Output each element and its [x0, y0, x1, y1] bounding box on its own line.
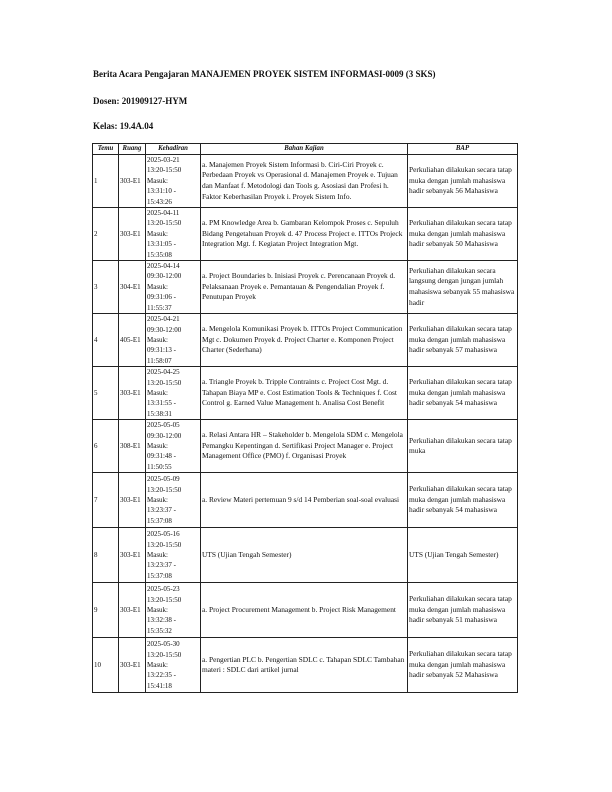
cell-bahan-kajian: a. Relasi Antara HR – Stakeholder b. Mengelola SDM c. Mengelola Pemangku Kepentingan d. Sertifikasi Project Manager e. Project Management Office (PMO) f. Organisasi Proyek: [201, 420, 408, 473]
column-header-ruang: Ruang: [119, 144, 146, 155]
cell-ruang: 303-E1: [119, 155, 146, 208]
cell-temu: 3: [93, 261, 119, 314]
cell-kehadiran: 2025-05-05 09:30-12:00 Masuk: 09:31:48 - 11:50:55: [146, 420, 201, 473]
cell-temu: 9: [93, 583, 119, 638]
cell-bap: Perkuliahan dilakukan secara tatap muka: [408, 420, 518, 473]
cell-bap: Perkuliahan dilakukan secara tatap muka dengan jumlah mahasiswa hadir sebanyak 54 mahasiswa: [408, 367, 518, 420]
cell-kehadiran: 2025-05-23 13:20-15:50 Masuk: 13:32:38 - 15:35:32: [146, 583, 201, 638]
cell-kehadiran: 2025-04-25 13:20-15:50 Masuk: 13:31:55 - 15:38:31: [146, 367, 201, 420]
table-row: [93, 638, 518, 693]
cell-ruang: 405-E1: [119, 314, 146, 367]
cell-temu: 4: [93, 314, 119, 367]
cell-bahan-kajian: a. Project Boundaries b. Inisiasi Proyek c. Perencanaan Proyek d. Pelaksanaan Proyek e. Pemantauan & Pengendalian Proyek f. Penutupan Proyek: [201, 261, 408, 314]
cell-ruang: 303-E1: [119, 473, 146, 528]
lecturer-line: Dosen: 201909127-HYM: [93, 96, 188, 106]
cell-temu: 6: [93, 420, 119, 473]
cell-bap: UTS (Ujian Tengah Semester): [408, 528, 518, 583]
cell-temu: 5: [93, 367, 119, 420]
table-row: [93, 420, 518, 473]
cell-temu: 7: [93, 473, 119, 528]
cell-bahan-kajian: UTS (Ujian Tengah Semester): [201, 528, 408, 583]
table-row: [93, 367, 518, 420]
cell-bahan-kajian: a. Mengelola Komunikasi Proyek b. ITTOs Project Communication Mgt c. Dokumen Proyek d. Project Charter e. Komponen Project Charter (Sederhana): [201, 314, 408, 367]
cell-ruang: 304-E1: [119, 261, 146, 314]
column-header-temu: Temu: [93, 144, 119, 155]
class-line: Kelas: 19.4A.04: [93, 121, 154, 131]
teaching-record-table: [92, 143, 518, 693]
table-row: [93, 208, 518, 261]
cell-bahan-kajian: a. Project Procurement Management b. Project Risk Management: [201, 583, 408, 638]
cell-kehadiran: 2025-05-09 13:20-15:50 Masuk: 13:23:37 - 15:37:08: [146, 473, 201, 528]
cell-ruang: 303-E1: [119, 528, 146, 583]
cell-kehadiran: 2025-05-16 13:20-15:50 Masuk: 13:23:37 - 15:37:08: [146, 528, 201, 583]
cell-bahan-kajian: a. PM Knowledge Area b. Gambaran Kelompok Proses c. Sepuluh Bidang Pengetahuan Proyek d. 47 Process Project e. ITTOs Projeck Integration Mgt. f. Kegiatan Project Integration Mgt.: [201, 208, 408, 261]
cell-bap: Perkuliahan dilakukan secara tatap muka dengan jumlah mahasiswa hadir sebanyak 56 Mahasiswa: [408, 155, 518, 208]
cell-bap: Perkuliahan dilakukan secara tatap muka dengan jumlah mahasiswa hadir sebanyak 51 mahasiswa: [408, 583, 518, 638]
table-row: [93, 583, 518, 638]
column-header-bap: BAP: [408, 144, 518, 155]
table-row: [93, 473, 518, 528]
cell-bahan-kajian: a. Review Materi pertemuan 9 s/d 14 Pemberian soal-soal evaluasi: [201, 473, 408, 528]
cell-bahan-kajian: a. Triangle Proyek b. Tripple Contraints c. Project Cost Mgt. d. Tahapan Biaya MP e. Cost Estimation Tools & Techniques f. Cost Control g. Earned Value Management h. Analisa Cost Benefit: [201, 367, 408, 420]
table-row: [93, 261, 518, 314]
cell-temu: 1: [93, 155, 119, 208]
document-title: Berita Acara Pengajaran MANAJEMEN PROYEK SISTEM INFORMASI-0009 (3 SKS): [93, 69, 436, 79]
cell-temu: 2: [93, 208, 119, 261]
cell-bahan-kajian: a. Pengertian PLC b. Pengertian SDLC c. Tahapan SDLC Tambahan materi : SDLC dari artikel jurnal: [201, 638, 408, 693]
cell-bap: Perkuliahan dilakukan secara langsung dengan jungan jumlah mahasiswa sebanyak 55 mahasiswa hadir: [408, 261, 518, 314]
cell-kehadiran: 2025-04-21 09:30-12:00 Masuk: 09:31:13 - 11:58:07: [146, 314, 201, 367]
cell-temu: 10: [93, 638, 119, 693]
cell-bap: Perkuliahan dilakukan secara tatap muka dengan jumlah mahasiswa hadir sebanyak 54 mahasiswa: [408, 473, 518, 528]
table-row: [93, 314, 518, 367]
cell-kehadiran: 2025-05-30 13:20-15:50 Masuk: 13:22:35 - 15:41:18: [146, 638, 201, 693]
table-header-row: [93, 144, 518, 155]
column-header-bahan-kajian: Bahan Kajian: [201, 144, 408, 155]
cell-temu: 8: [93, 528, 119, 583]
cell-ruang: 303-E1: [119, 638, 146, 693]
table-row: [93, 155, 518, 208]
cell-ruang: 303-E1: [119, 583, 146, 638]
cell-bap: Perkuliahan dilakukan secara tatap muka dengan jumlah mahasiswa hadir sebanyak 52 Mahasiswa: [408, 638, 518, 693]
cell-kehadiran: 2025-03-21 13:20-15:50 Masuk: 13:31:10 - 15:43:26: [146, 155, 201, 208]
cell-ruang: 303-E1: [119, 367, 146, 420]
cell-kehadiran: 2025-04-11 13:20-15:50 Masuk: 13:31:05 - 15:35:08: [146, 208, 201, 261]
table-row: [93, 528, 518, 583]
cell-bap: Perkuliahan dilakukan secara tatap muka dengan jumlah mahasiswa hadir sebanyak 57 mahasiswa: [408, 314, 518, 367]
column-header-kehadiran: Kehadiran: [146, 144, 201, 155]
cell-kehadiran: 2025-04-14 09:30-12:00 Masuk: 09:31:06 - 11:55:37: [146, 261, 201, 314]
cell-ruang: 308-E1: [119, 420, 146, 473]
cell-bahan-kajian: a. Manajemen Proyek Sistem Informasi b. Ciri-Ciri Proyek c. Perbedaan Proyek vs Operasional d. Manajemen Proyek e. Tujuan dan Manfaat f. Metodologi dan Tools g. Asosiasi dan Profesi h. Faktor Keberhasilan Proyek i. Proyek Sistem Info.: [201, 155, 408, 208]
cell-bap: Perkuliahan dilakukan secara tatap muka dengan jumlah mahasiswa hadir sebanyak 50 Mahasiswa: [408, 208, 518, 261]
cell-ruang: 303-E1: [119, 208, 146, 261]
